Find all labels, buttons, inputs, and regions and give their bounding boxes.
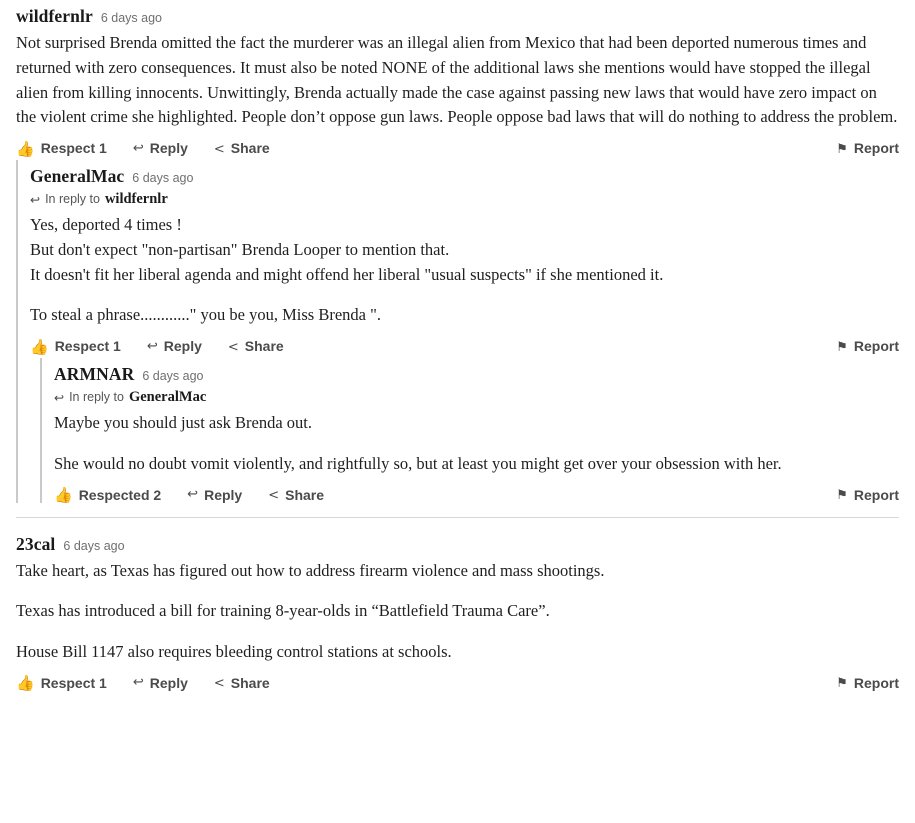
report-button[interactable] [836, 675, 899, 691]
comment-timestamp: 6 days ago [100, 11, 162, 25]
share-button[interactable] [214, 675, 270, 691]
thumb-up-icon: 👍 [54, 486, 73, 504]
comment-header [54, 364, 899, 385]
thumb-up-icon: 👍 [16, 674, 35, 693]
reply-button[interactable] [147, 338, 202, 354]
respect-label: Respect 1 [54, 338, 121, 354]
comment-paragraph: It doesn't fit her liberal agenda and might offend her liberal "usual suspects" if she mentioned it. [30, 264, 664, 284]
in-reply-to-author[interactable]: wildfernlr [104, 191, 168, 207]
reply-label: Reply [163, 338, 202, 354]
share-label: Share [285, 486, 325, 503]
reply-arrow-icon: ↩ [187, 487, 199, 502]
report-label: Report [853, 674, 899, 691]
comment-header [16, 534, 899, 555]
flag-icon: ⚑ [836, 339, 848, 355]
thumb-up-icon: 👍 [30, 337, 49, 356]
reply-label: Reply [149, 140, 188, 156]
comment-timestamp: 6 days ago [132, 171, 194, 185]
report-label: Report [853, 338, 899, 354]
comment-paragraph: To steal a phrase............" you be you, Miss Brenda ". [30, 305, 381, 325]
share-label: Share [230, 140, 270, 156]
share-icon: < [213, 141, 225, 157]
respect-button[interactable] [54, 487, 161, 503]
comment-author[interactable]: ARMNAR [54, 364, 135, 384]
comment-paragraph: Take heart, as Texas has figured out how to address firearm violence and mass shootings. [16, 560, 605, 580]
reply-arrow-icon: ↩ [132, 140, 144, 156]
report-label: Report [853, 140, 899, 156]
comment-header [30, 166, 899, 187]
comment-action-bar [30, 338, 899, 354]
respect-label: Respect 1 [40, 674, 107, 691]
reply-arrow-icon: ↩ [30, 193, 41, 207]
respect-button[interactable] [16, 140, 107, 156]
share-label: Share [230, 674, 270, 691]
in-reply-to [54, 389, 899, 406]
comment-body [54, 411, 899, 477]
reply-arrow-icon: ↩ [146, 338, 158, 354]
flag-icon: ⚑ [836, 141, 848, 157]
respect-button[interactable] [16, 675, 107, 691]
report-button[interactable] [836, 140, 899, 156]
respect-button[interactable] [30, 338, 121, 354]
comment-author[interactable]: wildfernlr [16, 6, 93, 26]
comment-wildfernlr [16, 0, 899, 503]
comment-paragraph: Texas has introduced a bill for training 8-year-olds in “Battlefield Trauma Care”. [16, 601, 550, 621]
reply-arrow-icon: ↩ [54, 391, 65, 405]
respect-label: Respected 2 [78, 486, 162, 503]
comment-generalmac [16, 160, 899, 503]
comment-timestamp: 6 days ago [142, 369, 204, 383]
comment-paragraph: House Bill 1147 also requires bleeding control stations at schools. [16, 642, 452, 661]
reply-button[interactable] [133, 140, 188, 156]
comment-paragraph: Yes, deported 4 times ! [30, 215, 182, 234]
comment-body [16, 31, 899, 130]
reply-button[interactable] [133, 675, 188, 691]
comment-separator [16, 517, 899, 518]
reply-label: Reply [149, 674, 188, 691]
thumb-up-icon: 👍 [16, 139, 35, 158]
share-button[interactable] [268, 487, 324, 503]
comment-23cal [16, 528, 899, 691]
reply-label: Reply [204, 486, 243, 503]
comment-body [30, 213, 899, 328]
report-button[interactable] [836, 338, 899, 354]
in-reply-to-label: In reply to [45, 192, 100, 206]
share-button[interactable] [228, 338, 284, 354]
report-label: Report [853, 486, 899, 503]
share-icon: < [268, 488, 280, 503]
comment-armnar [40, 358, 899, 503]
comment-action-bar [16, 140, 899, 156]
flag-icon: ⚑ [836, 676, 848, 692]
respect-label: Respect 1 [40, 140, 107, 156]
comment-action-bar [54, 487, 899, 503]
flag-icon: ⚑ [836, 488, 848, 503]
in-reply-to [30, 191, 899, 208]
share-icon: < [227, 339, 239, 355]
comment-author[interactable]: GeneralMac [30, 166, 125, 186]
comment-paragraph: Not surprised Brenda omitted the fact the murderer was an illegal alien from Mexico that had been deported numerous times and returned with zero consequences. It must also be noted NONE of the additional laws she mentions would have stopped the illegal alien from killing innocents. Unwittingly, Brenda actually made the case against passing new laws that would have zero impact on the violent crime she highlighted. People don’t oppose gun laws. People oppose bad laws that will do nothing to address the problem. [16, 33, 898, 127]
reply-arrow-icon: ↩ [132, 675, 144, 691]
comment-paragraph: She would no doubt vomit violently, and rightfully so, but at least you might get over your obsession with her. [54, 453, 782, 473]
reply-button[interactable] [187, 487, 242, 503]
comment-author[interactable]: 23cal [16, 533, 56, 554]
comment-timestamp: 6 days ago [63, 538, 125, 553]
in-reply-to-author[interactable]: GeneralMac [128, 389, 207, 405]
comment-body [16, 559, 899, 665]
comment-paragraph: Maybe you should just ask Brenda out. [54, 413, 313, 432]
comment-paragraph: But don't expect "non-partisan" Brenda Looper to mention that. [30, 239, 450, 259]
share-icon: < [213, 676, 225, 692]
share-button[interactable] [214, 140, 270, 156]
share-label: Share [244, 338, 284, 354]
comment-action-bar [16, 675, 899, 691]
report-button[interactable] [836, 487, 899, 503]
comment-header [16, 6, 899, 27]
in-reply-to-label: In reply to [69, 390, 124, 404]
